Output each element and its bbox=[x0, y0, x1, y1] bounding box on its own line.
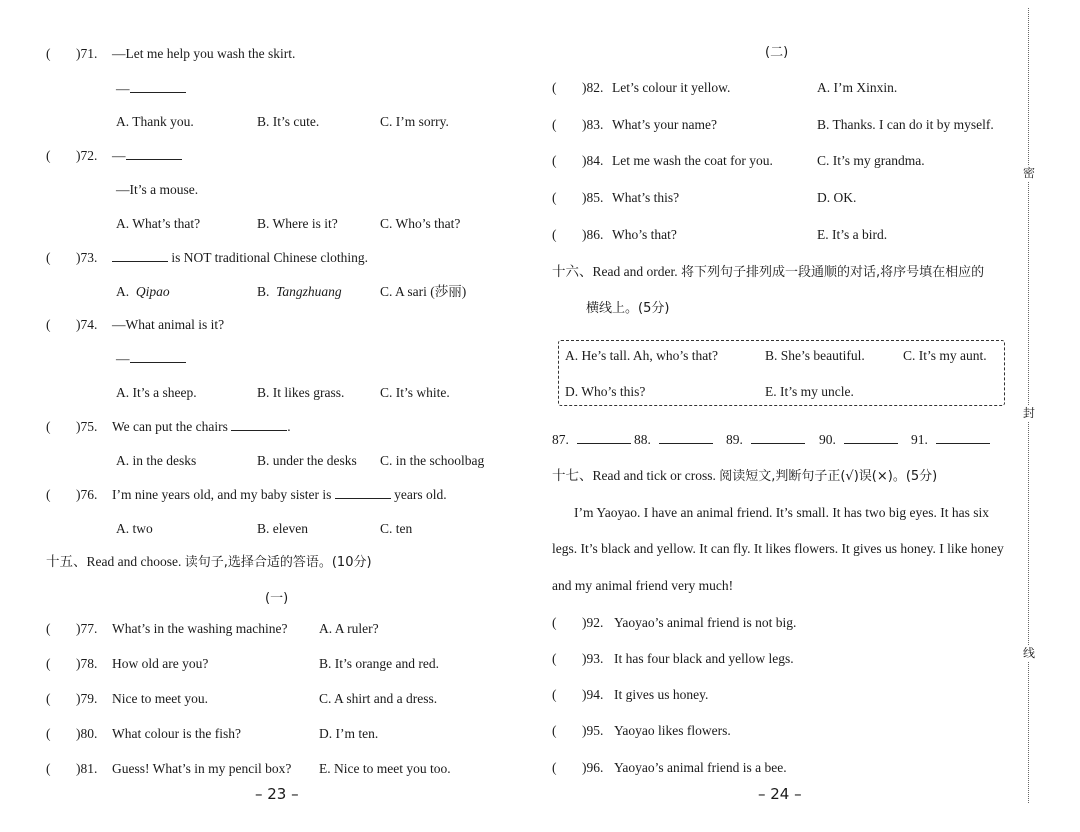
blank-number: 91. bbox=[911, 432, 928, 447]
section-title-en: 十七、Read and tick or cross. bbox=[552, 468, 720, 483]
blank-number: 88. bbox=[634, 432, 651, 447]
option-a: A. Thank you. bbox=[116, 114, 194, 129]
reply-text: — bbox=[116, 351, 130, 366]
answer-option: D. OK. bbox=[817, 190, 857, 205]
question-number: )93. bbox=[582, 651, 604, 666]
question-76 bbox=[46, 486, 447, 504]
question-number: )71. bbox=[76, 46, 98, 61]
section-title-cn: 将下列句子排列成一段通顺的对话,将序号填在相应的 bbox=[680, 265, 985, 280]
answer-bracket[interactable]: ( bbox=[46, 419, 51, 434]
option-a: A. What’s that? bbox=[116, 216, 201, 231]
section-16-heading-cont bbox=[586, 298, 669, 319]
section-17-heading bbox=[552, 466, 937, 487]
section-15-heading bbox=[46, 552, 372, 573]
section-title-cn: 阅读短文,判断句子正(√)误(×)。(5分) bbox=[719, 469, 938, 484]
order-option-d: D. Who’s this? bbox=[565, 384, 646, 399]
right-page bbox=[540, 0, 1025, 832]
option-b: B. Where is it? bbox=[257, 216, 338, 231]
option-letter: B. bbox=[257, 284, 270, 299]
question-number: )73. bbox=[76, 250, 98, 265]
question-number: )77. bbox=[76, 621, 98, 636]
question-number: )79. bbox=[76, 691, 98, 706]
answer-bracket[interactable]: ( bbox=[46, 761, 51, 776]
part-two-label: (二) bbox=[765, 45, 789, 60]
question-number: )76. bbox=[76, 487, 98, 502]
question-row bbox=[46, 620, 287, 638]
order-blank bbox=[726, 431, 805, 449]
answer-option: A. A ruler? bbox=[319, 621, 379, 636]
question-text: I’m nine years old, and my baby sister is bbox=[112, 487, 332, 502]
passage-line-2: legs. It’s black and yellow. It can fly. It likes flowers. It gives us honey. I like honey bbox=[552, 541, 1004, 556]
answer-bracket[interactable]: ( bbox=[552, 651, 557, 666]
passage-line-1: I’m Yaoyao. I have an animal friend. It’s small. It has two big eyes. It has six bbox=[574, 505, 990, 520]
order-option-b: B. She’s beautiful. bbox=[765, 348, 865, 363]
option-b: B. under the desks bbox=[257, 453, 357, 468]
order-blank bbox=[634, 431, 713, 449]
answer-bracket[interactable]: ( bbox=[552, 227, 557, 242]
question-text: What’s this? bbox=[612, 190, 680, 205]
question-end: . bbox=[287, 419, 291, 434]
answer-bracket[interactable]: ( bbox=[552, 687, 557, 702]
answer-bracket[interactable]: ( bbox=[46, 148, 51, 163]
question-row bbox=[46, 655, 208, 673]
option-text: Qipao bbox=[135, 284, 170, 299]
answer-bracket[interactable]: ( bbox=[46, 656, 51, 671]
order-option-a: A. He’s tall. Ah, who’s that? bbox=[565, 348, 718, 363]
page-number: – 23 – bbox=[255, 785, 299, 803]
answer-option: B. It’s orange and red. bbox=[319, 656, 439, 671]
reply-line bbox=[116, 80, 186, 98]
question-row bbox=[552, 686, 708, 704]
section-title-en: 十六、Read and order. bbox=[552, 264, 681, 279]
question-row bbox=[46, 690, 208, 708]
reply-text: — bbox=[116, 81, 130, 96]
answer-bracket[interactable]: ( bbox=[46, 317, 51, 332]
section-title-cn-cont: 横线上。(5分) bbox=[586, 301, 670, 316]
question-row bbox=[552, 152, 773, 170]
order-blank bbox=[911, 431, 990, 449]
question-text: —Let me help you wash the skirt. bbox=[112, 46, 296, 61]
question-text: Nice to meet you. bbox=[112, 691, 208, 706]
answer-bracket[interactable]: ( bbox=[46, 46, 51, 61]
question-text: Yaoyao’s animal friend is not big. bbox=[614, 615, 797, 630]
question-text: Let me wash the coat for you. bbox=[612, 153, 773, 168]
option-c: C. ten bbox=[380, 521, 413, 536]
question-end: years old. bbox=[394, 487, 447, 502]
question-number: )85. bbox=[582, 190, 604, 205]
answer-bracket[interactable]: ( bbox=[552, 153, 557, 168]
option-text: Tangzhuang bbox=[276, 284, 342, 299]
question-text: is NOT traditional Chinese clothing. bbox=[171, 250, 368, 265]
question-text: How old are you? bbox=[112, 656, 209, 671]
answer-bracket[interactable]: ( bbox=[46, 621, 51, 636]
answer-option: C. It’s my grandma. bbox=[817, 153, 925, 168]
option-b: B. eleven bbox=[257, 521, 308, 536]
answer-blank[interactable] bbox=[130, 80, 186, 93]
answer-option: D. I’m ten. bbox=[319, 726, 379, 741]
option-a: A. in the desks bbox=[116, 453, 197, 468]
question-number: )94. bbox=[582, 687, 604, 702]
question-number: )72. bbox=[76, 148, 98, 163]
option-a bbox=[116, 283, 170, 301]
answer-bracket[interactable]: ( bbox=[46, 691, 51, 706]
section-16-heading bbox=[552, 262, 984, 283]
question-number: )83. bbox=[582, 117, 604, 132]
question-text: Yaoyao’s animal friend is a bee. bbox=[614, 760, 787, 775]
question-text: Who’s that? bbox=[612, 227, 677, 242]
option-a: A. two bbox=[116, 521, 153, 536]
answer-blank[interactable] bbox=[577, 431, 631, 444]
question-row bbox=[46, 760, 291, 778]
question-number: )78. bbox=[76, 656, 98, 671]
question-row bbox=[552, 226, 677, 244]
option-b bbox=[257, 283, 342, 301]
question-row bbox=[552, 116, 717, 134]
binding-mark-bottom: 线 bbox=[1022, 646, 1035, 660]
question-72 bbox=[46, 147, 182, 165]
answer-bracket[interactable]: ( bbox=[46, 250, 51, 265]
answer-blank[interactable] bbox=[936, 431, 990, 444]
binding-mark-middle: 封 bbox=[1022, 406, 1035, 420]
answer-bracket[interactable]: ( bbox=[46, 726, 51, 741]
question-row bbox=[552, 759, 787, 777]
question-row bbox=[552, 79, 730, 97]
order-option-c: C. It’s my aunt. bbox=[903, 348, 987, 363]
question-number: )96. bbox=[582, 760, 604, 775]
question-row bbox=[552, 614, 796, 632]
question-text: It has four black and yellow legs. bbox=[614, 651, 794, 666]
answer-option: E. Nice to meet you too. bbox=[319, 761, 451, 776]
binding-mark-top: 密 bbox=[1022, 166, 1035, 180]
question-74 bbox=[46, 316, 224, 334]
question-row bbox=[552, 722, 731, 740]
answer-blank[interactable] bbox=[844, 431, 898, 444]
question-number: )74. bbox=[76, 317, 98, 332]
answer-blank[interactable] bbox=[335, 486, 391, 499]
reply-text: —It’s a mouse. bbox=[116, 182, 199, 197]
question-number: )82. bbox=[582, 80, 604, 95]
answer-option: A. I’m Xinxin. bbox=[817, 80, 898, 95]
answer-bracket[interactable]: ( bbox=[552, 615, 557, 630]
question-row bbox=[552, 650, 794, 668]
question-text: What colour is the fish? bbox=[112, 726, 241, 741]
answer-blank[interactable] bbox=[126, 147, 182, 160]
answer-bracket[interactable]: ( bbox=[552, 190, 557, 205]
option-c: C. in the schoolbag bbox=[380, 453, 485, 468]
question-text: Yaoyao likes flowers. bbox=[614, 723, 731, 738]
section-title-cn: 读句子,选择合适的答语。(10分) bbox=[184, 555, 372, 570]
answer-bracket[interactable]: ( bbox=[552, 117, 557, 132]
option-c: C. Who’s that? bbox=[380, 216, 461, 231]
answer-blank[interactable] bbox=[751, 431, 805, 444]
option-a: A. It’s a sheep. bbox=[116, 385, 197, 400]
passage-line-3: and my animal friend very much! bbox=[552, 578, 734, 593]
order-option-e: E. It’s my uncle. bbox=[765, 384, 854, 399]
question-number: )84. bbox=[582, 153, 604, 168]
question-number: )75. bbox=[76, 419, 98, 434]
question-text: — bbox=[112, 148, 126, 163]
answer-blank[interactable] bbox=[231, 418, 287, 431]
reply-line bbox=[116, 350, 186, 368]
blank-number: 89. bbox=[726, 432, 743, 447]
answer-option: C. A shirt and a dress. bbox=[319, 691, 438, 706]
question-number: )86. bbox=[582, 227, 604, 242]
question-text: Guess! What’s in my pencil box? bbox=[112, 761, 292, 776]
question-text: We can put the chairs bbox=[112, 419, 228, 434]
order-blank bbox=[552, 431, 631, 449]
answer-option: E. It’s a bird. bbox=[817, 227, 888, 242]
question-number: )95. bbox=[582, 723, 604, 738]
answer-bracket[interactable]: ( bbox=[552, 723, 557, 738]
blank-number: 87. bbox=[552, 432, 569, 447]
question-73 bbox=[46, 249, 368, 267]
question-number: )80. bbox=[76, 726, 98, 741]
option-c: C. I’m sorry. bbox=[380, 114, 449, 129]
option-c: C. A sari (莎丽) bbox=[380, 284, 467, 299]
answer-blank[interactable] bbox=[112, 249, 168, 262]
question-75 bbox=[46, 418, 291, 436]
part-one-label: (一) bbox=[265, 591, 289, 606]
page-number: – 24 – bbox=[758, 785, 802, 803]
answer-blank[interactable] bbox=[130, 350, 186, 363]
section-title-en: 十五、Read and choose. bbox=[46, 554, 185, 569]
option-letter: A. bbox=[116, 284, 130, 299]
question-71 bbox=[46, 45, 295, 63]
question-number: )92. bbox=[582, 615, 604, 630]
question-text: Let’s colour it yellow. bbox=[612, 80, 731, 95]
question-row bbox=[552, 189, 679, 207]
question-text: What’s your name? bbox=[612, 117, 717, 132]
question-text: What’s in the washing machine? bbox=[112, 621, 288, 636]
blank-number: 90. bbox=[819, 432, 836, 447]
option-c: C. It’s white. bbox=[380, 385, 450, 400]
answer-bracket[interactable]: ( bbox=[46, 487, 51, 502]
answer-blank[interactable] bbox=[659, 431, 713, 444]
question-text: —What animal is it? bbox=[112, 317, 225, 332]
answer-option: B. Thanks. I can do it by myself. bbox=[817, 117, 994, 132]
question-row bbox=[46, 725, 241, 743]
question-number: )81. bbox=[76, 761, 98, 776]
question-text: It gives us honey. bbox=[614, 687, 709, 702]
answer-bracket[interactable]: ( bbox=[552, 80, 557, 95]
answer-bracket[interactable]: ( bbox=[552, 760, 557, 775]
option-b: B. It’s cute. bbox=[257, 114, 320, 129]
order-blank bbox=[819, 431, 898, 449]
option-b: B. It likes grass. bbox=[257, 385, 345, 400]
